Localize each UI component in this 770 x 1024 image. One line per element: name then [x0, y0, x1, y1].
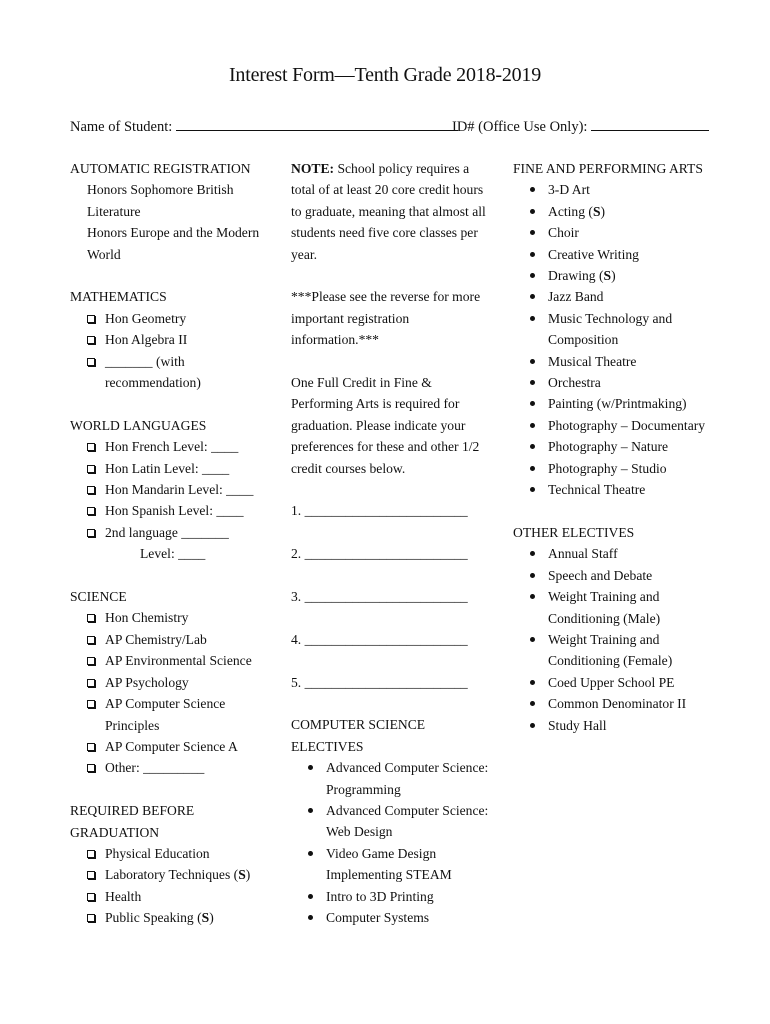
- column-right: [513, 158, 723, 736]
- list-item: [70, 479, 270, 500]
- list-item: [70, 864, 270, 885]
- checkbox-icon[interactable]: [87, 657, 95, 665]
- item-label: Hon Spanish Level: ____: [105, 503, 244, 519]
- preference-blank[interactable]: 3. ________________________: [291, 589, 468, 605]
- checkbox-icon[interactable]: [87, 614, 95, 622]
- list-item: [513, 479, 723, 500]
- bullet-icon: [308, 851, 313, 856]
- checkbox-icon[interactable]: [87, 914, 95, 922]
- list-item: [70, 629, 270, 650]
- id-field[interactable]: [591, 118, 709, 131]
- bullet-icon: [530, 273, 535, 278]
- list-item: [513, 543, 723, 564]
- section-heading: OTHER ELECTIVES: [513, 524, 635, 540]
- bullet-icon: [530, 401, 535, 406]
- item-label: Photography – Studio: [548, 460, 667, 476]
- student-name-field[interactable]: [176, 118, 458, 131]
- item-label: Other: _________: [105, 760, 205, 776]
- id-row: [452, 118, 709, 136]
- bullet-icon: [530, 252, 535, 257]
- list-item: [513, 244, 723, 265]
- item-label: Annual Staff: [548, 546, 618, 562]
- list-item: [70, 650, 270, 671]
- list-item: [70, 308, 270, 329]
- item-label: Hon Latin Level: ____: [105, 460, 230, 476]
- bullet-icon: [308, 765, 313, 770]
- bullet-icon: [530, 294, 535, 299]
- other-electives-section: [513, 522, 723, 736]
- list-item: [513, 265, 723, 286]
- item-label: AP Computer Science A: [105, 738, 238, 754]
- checkbox-icon[interactable]: [87, 465, 95, 473]
- bullet-icon: [530, 680, 535, 685]
- paren-close: ): [209, 910, 214, 926]
- item-label: AP Psychology: [105, 674, 189, 690]
- list-item: [70, 500, 270, 521]
- checkbox-icon[interactable]: [87, 443, 95, 451]
- checkbox-icon[interactable]: [87, 336, 95, 344]
- column-middle: [291, 158, 496, 929]
- list-item: [70, 736, 270, 757]
- item-label: Choir: [548, 225, 579, 241]
- item-label: Intro to 3D Printing: [326, 888, 434, 904]
- bullet-icon: [530, 380, 535, 385]
- bullet-icon: [530, 594, 535, 599]
- section-heading: SCIENCE: [70, 589, 127, 605]
- list-item: [513, 286, 723, 307]
- section-heading: WORLD LANGUAGES: [70, 417, 207, 433]
- credit-note: One Full Credit in Fine & Performing Arts is required for graduation. Please indicate your preferences for these and other 1/2 credit courses below.: [291, 375, 480, 476]
- list-item: [513, 458, 723, 479]
- bullet-icon: [530, 701, 535, 706]
- student-name-row: [70, 118, 458, 136]
- bullet-icon: [308, 894, 313, 899]
- list-item: [291, 800, 496, 843]
- bullet-icon: [530, 573, 535, 578]
- preference-blank[interactable]: 5. ________________________: [291, 674, 468, 690]
- item-label: Orchestra: [548, 375, 601, 391]
- item-label: AP Computer Science Principles: [105, 696, 226, 733]
- item-label: Weight Training and Conditioning (Male): [548, 589, 661, 626]
- preference-blank[interactable]: 1. ________________________: [291, 503, 468, 519]
- list-item: [513, 393, 723, 414]
- list-item: [513, 586, 723, 629]
- semester-mark: S: [603, 268, 612, 284]
- auto-item: Honors Europe and the Modern World: [87, 225, 260, 262]
- list-item: [513, 436, 723, 457]
- list-item: [70, 693, 270, 736]
- id-label: ID# (Office Use Only):: [452, 119, 588, 135]
- list-item: [70, 522, 270, 543]
- column-left: [70, 158, 270, 950]
- list-item: [513, 672, 723, 693]
- list-item: [291, 907, 496, 928]
- bullet-icon: [530, 637, 535, 642]
- item-label: Advanced Computer Science: Programming: [326, 760, 489, 797]
- item-label: Drawing (: [548, 268, 604, 284]
- preference-blank[interactable]: 2. ________________________: [291, 546, 468, 562]
- science-section: [70, 586, 270, 779]
- bullet-icon: [530, 209, 535, 214]
- bullet-icon: [530, 187, 535, 192]
- bullet-icon: [530, 466, 535, 471]
- item-label: Technical Theatre: [548, 482, 646, 498]
- item-label: 3-D Art: [548, 182, 590, 198]
- item-label: Computer Systems: [326, 910, 430, 926]
- list-item: [513, 351, 723, 372]
- item-label: Physical Education: [105, 845, 210, 861]
- list-item: [291, 757, 496, 800]
- list-item: [291, 843, 496, 886]
- item-label: Common Denominator II: [548, 696, 687, 712]
- note-paragraph: [291, 158, 496, 265]
- list-item: [513, 201, 723, 222]
- item-label: Hon Chemistry: [105, 610, 189, 626]
- bullet-icon: [530, 316, 535, 321]
- list-item: [70, 329, 270, 350]
- semester-mark: S: [592, 203, 601, 219]
- item-label: Hon Algebra II: [105, 332, 188, 348]
- checkbox-icon[interactable]: [87, 743, 95, 751]
- list-item: [70, 843, 270, 864]
- note-label: NOTE:: [291, 161, 335, 176]
- item-label: Video Game Design Implementing STEAM: [326, 845, 452, 883]
- item-label: Coed Upper School PE: [548, 674, 675, 690]
- bullet-icon: [530, 723, 535, 728]
- item-label: Hon French Level: ____: [105, 439, 239, 455]
- checkbox-icon[interactable]: [87, 486, 95, 494]
- checkbox-icon[interactable]: [87, 358, 95, 366]
- list-item: [70, 436, 270, 457]
- item-label: Hon Geometry: [105, 310, 187, 326]
- bullet-icon: [530, 487, 535, 492]
- list-item: [70, 458, 270, 479]
- item-label: Photography – Documentary: [548, 417, 706, 433]
- form-title: Interest Form—Tenth Grade 2018-2019: [228, 64, 542, 86]
- list-item: [513, 179, 723, 200]
- item-label: Photography – Nature: [548, 439, 669, 455]
- list-item: [70, 907, 270, 928]
- item-label: Jazz Band: [548, 289, 604, 305]
- item-label: _______ (with recommendation): [105, 353, 201, 391]
- item-label: AP Chemistry/Lab: [105, 631, 207, 647]
- item-label: Musical Theatre: [548, 353, 637, 369]
- item-label: AP Environmental Science: [105, 653, 252, 669]
- note-text: School policy requires a total of at least 20 core credit hours to graduate, meaning that almost all students need five core classes per year.: [291, 161, 486, 262]
- list-item: [291, 886, 496, 907]
- list-item: [513, 308, 723, 351]
- bullet-icon: [530, 359, 535, 364]
- checkbox-icon[interactable]: [87, 700, 95, 708]
- item-label: 2nd language _______: [105, 524, 229, 540]
- list-item: [513, 693, 723, 714]
- item-label: Speech and Debate: [548, 567, 653, 583]
- item-label: Music Technology and Composition: [548, 310, 673, 348]
- item-label: Acting (: [548, 203, 593, 219]
- item-label: Hon Mandarin Level: ____: [105, 482, 254, 498]
- item-label: Creative Writing: [548, 246, 639, 262]
- section-heading: COMPUTER SCIENCE ELECTIVES: [291, 717, 426, 754]
- checkbox-icon[interactable]: [87, 850, 95, 858]
- section-heading: FINE AND PERFORMING ARTS: [513, 161, 703, 176]
- student-name-label: Name of Student:: [70, 119, 173, 135]
- bullet-icon: [530, 423, 535, 428]
- item-label: Laboratory Techniques (: [105, 867, 239, 883]
- item-label: Public Speaking (: [105, 910, 202, 926]
- list-item: [513, 565, 723, 586]
- checkbox-icon[interactable]: [87, 636, 95, 644]
- world-languages-section: [70, 415, 270, 565]
- item-label: Weight Training and Conditioning (Female): [548, 631, 673, 669]
- bullet-icon: [308, 808, 313, 813]
- item-label: Painting (w/Printmaking): [548, 396, 687, 412]
- checkbox-icon[interactable]: [87, 893, 95, 901]
- list-item: [513, 372, 723, 393]
- bullet-icon: [308, 915, 313, 920]
- checkbox-icon[interactable]: [87, 871, 95, 879]
- item-label: Advanced Computer Science: Web Design: [326, 803, 489, 840]
- paren-close: ): [611, 268, 616, 284]
- list-item: [513, 629, 723, 672]
- semester-mark: S: [238, 867, 246, 883]
- item-label: Study Hall: [548, 717, 607, 733]
- semester-mark: S: [201, 910, 210, 926]
- list-item: [513, 415, 723, 436]
- auto-item: Honors Sophomore British Literature: [87, 182, 234, 219]
- checkbox-icon[interactable]: [87, 679, 95, 687]
- language-level-label: Level: ____: [140, 546, 206, 562]
- list-item: [70, 351, 270, 394]
- section-heading: MATHEMATICS: [70, 289, 167, 305]
- preference-blank[interactable]: 4. ________________________: [291, 631, 468, 647]
- required-section: [70, 800, 270, 928]
- bullet-icon: [530, 444, 535, 449]
- list-item: [70, 757, 270, 778]
- automatic-registration-section: [70, 158, 270, 265]
- list-item: [513, 222, 723, 243]
- mathematics-section: [70, 286, 270, 393]
- bullet-icon: [530, 230, 535, 235]
- paren-close: ): [245, 867, 251, 883]
- list-item: [70, 886, 270, 907]
- bullet-icon: [530, 551, 535, 556]
- checkbox-icon[interactable]: [87, 315, 95, 323]
- checkbox-icon[interactable]: [87, 507, 95, 515]
- checkbox-icon[interactable]: [87, 529, 95, 537]
- list-item: [513, 715, 723, 736]
- item-label: Health: [105, 888, 142, 904]
- checkbox-icon[interactable]: [87, 764, 95, 772]
- section-heading: AUTOMATIC REGISTRATION: [70, 161, 251, 176]
- fine-arts-section: [513, 158, 723, 501]
- list-item: [70, 672, 270, 693]
- section-heading: REQUIRED BEFORE GRADUATION: [70, 803, 195, 840]
- paren-close: ): [600, 203, 606, 219]
- list-item: [70, 607, 270, 628]
- reverse-note: ***Please see the reverse for more important registration information.***: [291, 289, 481, 348]
- cs-electives-section: [291, 714, 496, 928]
